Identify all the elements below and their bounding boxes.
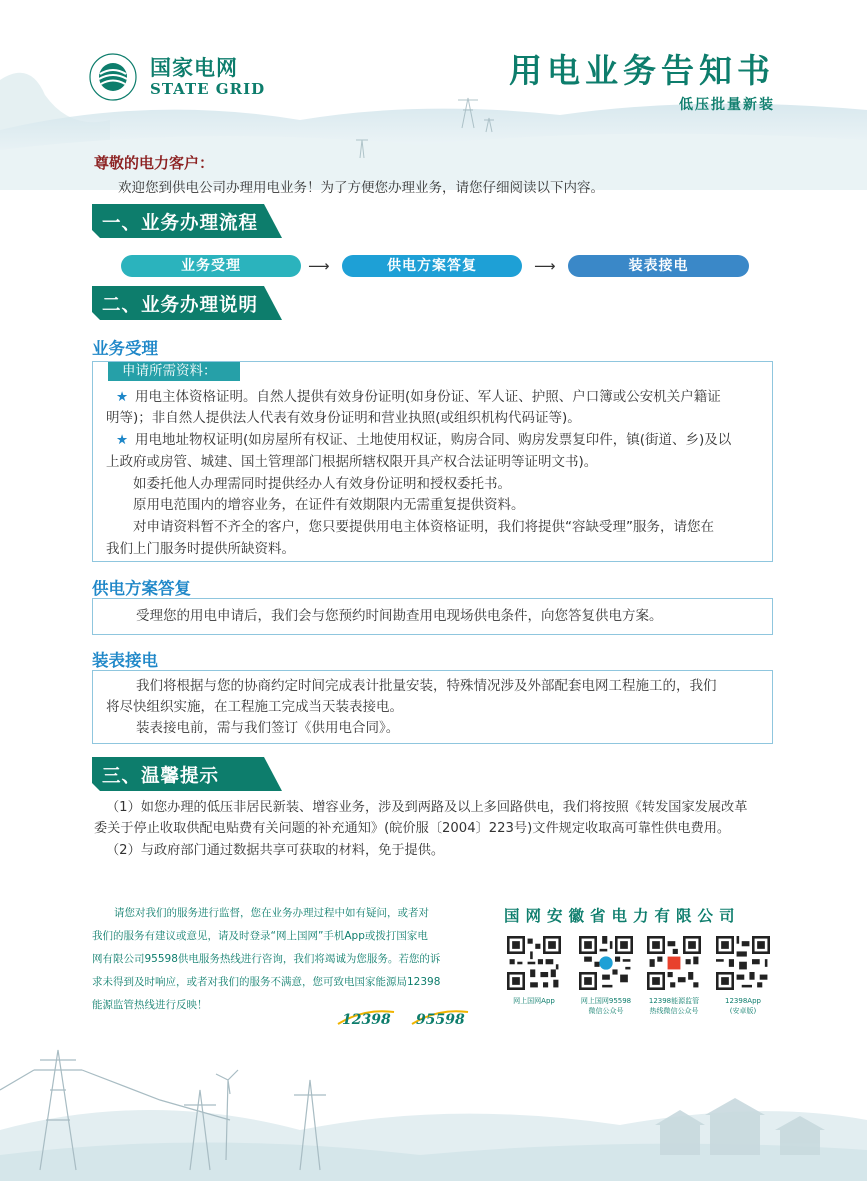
acceptance-line: 上政府或房管、城建、国土管理部门根据所辖权限开具产权合法证明等证明文书)。 <box>106 454 598 470</box>
install-line: 将尽快组织实施，在工程施工完成当天装表接电。 <box>106 699 403 715</box>
brand-name-cn: 国家电网 <box>150 56 238 80</box>
section-header-process <box>92 204 282 238</box>
install-line: 装表接电前，需与我们签订《供用电合同》。 <box>136 720 400 736</box>
notice-line: 求未得到及时响应，或者对我们的服务不满意，您可致电国家能源局12398 <box>92 976 441 988</box>
acceptance-line: 用电地址物权证明(如房屋所有权证、土地使用权证，购房合同、购房发票复印件，镇(街道、乡)及以 <box>135 432 732 448</box>
greeting: 尊敬的电力客户： <box>94 154 215 172</box>
step-acceptance: 业务受理 <box>121 255 301 277</box>
install-line: 我们将根据与您的协商约定时间完成表计批量安装，特殊情况涉及外部配套电网工程施工的，我们 <box>136 678 717 694</box>
qr-code-app[interactable] <box>507 936 561 990</box>
subheading-install: 装表接电 <box>92 651 158 670</box>
notice-line: 请您对我们的服务进行监督，您在业务办理过程中如有疑问，或者对 <box>114 907 429 919</box>
process-flow <box>121 255 751 277</box>
section-header-tips <box>92 757 282 791</box>
svg-text:12398: 12398 <box>342 1012 391 1028</box>
qr-caption-12398-android: 12398App (安卓版) <box>725 997 761 1015</box>
notice-line: 网有限公司95598供电服务热线进行咨询，我们将竭诚为您服务。若您的诉 <box>92 953 441 965</box>
acceptance-line: 原用电范围内的增容业务，在证件有效期限内无需重复提供资料。 <box>133 497 525 513</box>
arrow-icon: ⟶ <box>534 257 556 275</box>
brand-name-en: STATE GRID <box>150 80 266 98</box>
qr-caption-12398-wechat: 12398能源监管 热线微信公众号 <box>648 997 700 1015</box>
svg-text:95598: 95598 <box>416 1012 465 1028</box>
acceptance-line: 对申请资料暂不齐全的客户，您只要提供用电主体资格证明，我们将提供“容缺受理”服务，请您在 <box>133 519 714 535</box>
acceptance-line: 用电主体资格证明。自然人提供有效身份证明(如身份证、军人证、护照、户口簿或公安机关户籍证 <box>135 389 721 405</box>
qr-code-95598-wechat[interactable] <box>579 936 633 990</box>
acceptance-line: 明等)；非自然人提供法人代表有效身份证明和营业执照(或组织机构代码证等)。 <box>106 410 581 426</box>
hotline-95598-logo <box>408 1006 470 1028</box>
arrow-icon: ⟶ <box>308 257 330 275</box>
acceptance-line: 我们上门服务时提供所缺资料。 <box>106 541 295 557</box>
subheading-supply-plan: 供电方案答复 <box>92 579 191 598</box>
section-header-instructions <box>92 286 282 320</box>
landscape-decoration-bottom <box>0 1030 867 1181</box>
supervision-notice <box>92 902 484 1017</box>
state-grid-emblem-icon <box>88 52 138 102</box>
tips-line: （1）如您办理的低压非居民新装、增容业务，涉及到两路及以上多回路供电，我们将按照《转发国家发展改革 <box>106 800 748 815</box>
notice-line: 能源监管热线进行反映！ <box>92 999 208 1011</box>
step-supply-plan: 供电方案答复 <box>342 255 522 277</box>
hotline-12398-logo <box>334 1006 396 1028</box>
acceptance-line: 如委托他人办理需同时提供经办人有效身份证明和授权委托书。 <box>133 476 511 492</box>
welcome-text: 欢迎您到供电公司办理用电业务！为了方便您办理业务，请您仔细阅读以下内容。 <box>118 180 604 196</box>
tips-line: 委关于停止收取供配电贴费有关问题的补充通知》(皖价服〔2004〕223号)文件规定收取高可靠性供电费用。 <box>94 821 731 836</box>
document-title: 用电业务告知书 <box>509 51 775 90</box>
section-title-tips: 三、温馨提示 <box>102 766 220 787</box>
subheading-acceptance: 业务受理 <box>92 339 158 358</box>
section-title-process: 一、业务办理流程 <box>102 213 259 234</box>
qr-caption-app: 网上国网App <box>513 997 555 1005</box>
step-install-connect: 装表接电 <box>568 255 749 277</box>
qr-caption-95598-wechat: 网上国网95598 微信公众号 <box>580 997 632 1015</box>
state-grid-logo <box>88 52 265 102</box>
document-title-block <box>509 50 775 114</box>
tips-line: （2）与政府部门通过数据共享可获取的材料，免于提供。 <box>106 843 445 858</box>
notice-line: 我们的服务有建议或意见，请及时登录“网上国网”手机App或拨打国家电 <box>92 930 428 942</box>
qr-code-12398-wechat[interactable] <box>647 936 701 990</box>
supply-plan-text: 受理您的用电申请后，我们会与您预约时间勘查用电现场供电条件，向您答复供电方案。 <box>136 608 663 624</box>
star-icon: ★ <box>116 389 129 405</box>
star-icon: ★ <box>116 432 129 448</box>
document-subtitle: 低压批量新装 <box>679 97 775 113</box>
section-title-instructions: 二、业务办理说明 <box>102 295 259 316</box>
company-name: 国网安徽省电力有限公司 <box>504 907 741 925</box>
qr-code-12398-android[interactable] <box>716 936 770 990</box>
required-materials-tag: 申请所需资料： <box>108 362 240 381</box>
